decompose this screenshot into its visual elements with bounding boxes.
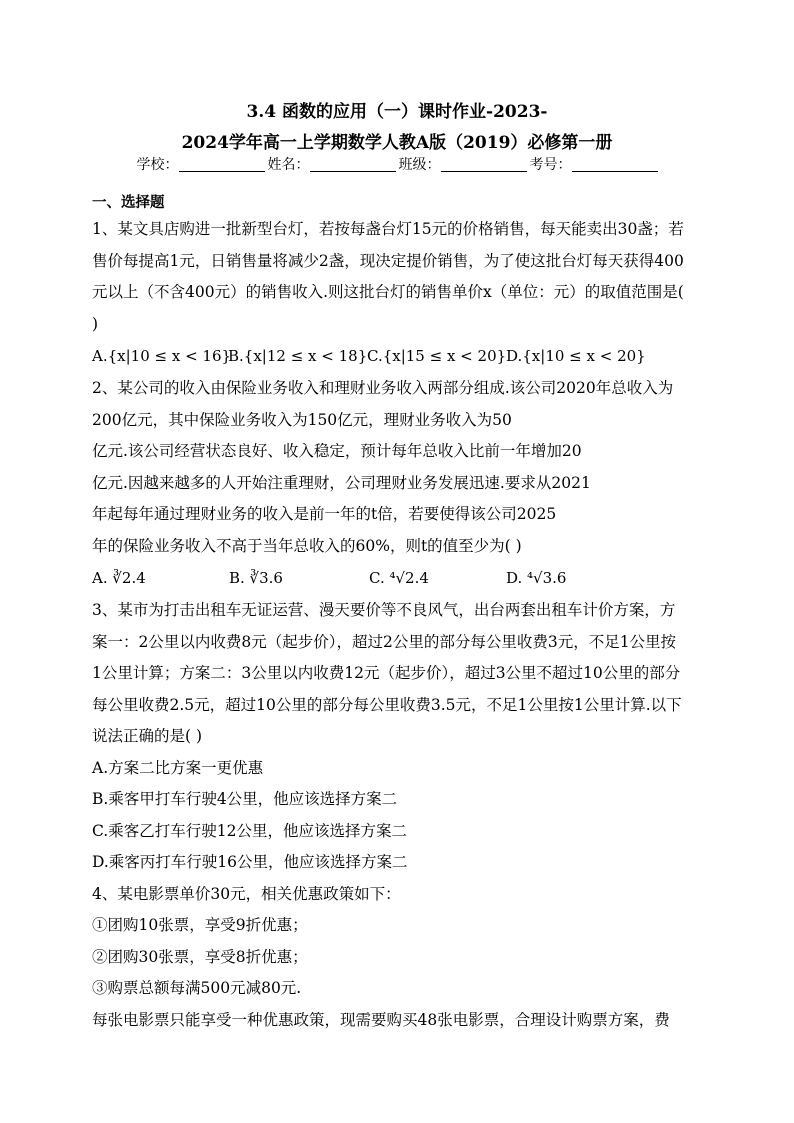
exam-no-label: 考号： — [529, 157, 572, 173]
class-blank[interactable] — [441, 155, 527, 172]
q4-line: 每张电影票只能享受一种优惠政策，现需要购买48张电影票，合理设计购票方案，费 — [92, 1010, 670, 1029]
q1-line: ) — [92, 314, 99, 333]
question-4 — [92, 879, 702, 1037]
q3-option-a[interactable]: A.方案二比方案一更优惠 — [92, 758, 264, 777]
class-label: 班级： — [398, 157, 441, 173]
q3-line: 说法正确的是( ) — [92, 727, 203, 745]
q1-line: 元以上（不含400元）的销售收入.则这批台灯的销售单价x（单位：元）的取值范围是( — [92, 283, 684, 301]
q2-line: 年的保险业务收入不高于当年总收入的60%，则t的值至少为( ) — [92, 536, 522, 555]
q1-options — [92, 340, 702, 373]
question-2 — [92, 373, 702, 595]
q2-line: 亿元.该公司经营状态良好、收入稳定，预计每年总收入比前一年增加20 — [92, 442, 582, 460]
q1-option-d[interactable]: D.{x|10 ≤ x < 20} — [506, 347, 646, 365]
section-title: 一、选择题 — [92, 194, 165, 211]
exam-no-blank[interactable] — [572, 155, 658, 172]
q4-line: 4、某电影票单价30元，相关优惠政策如下： — [92, 884, 401, 903]
q3-option-b[interactable]: B.乘客甲打车行驶4公里，他应该选择方案二 — [92, 790, 398, 808]
school-label: 学校： — [136, 157, 179, 173]
school-blank[interactable] — [179, 155, 265, 172]
title-line-2: 2024学年高一上学期数学人教A版（2019）必修第一册 — [181, 133, 613, 153]
q2-line: 亿元.因越来越多的人开始注重理财，公司理财业务发展迅速.要求从2021 — [92, 473, 591, 492]
q3-line: 每公里收费2.5元，超过10公里的部分每公里收费3.5元，不足1公里按1公里计算.以下 — [92, 695, 682, 714]
q4-line: ③购票总额每满500元减80元. — [92, 979, 302, 997]
q1-option-b[interactable]: B.{x|12 ≤ x < 18} — [228, 347, 368, 365]
q1-line: 售价每提高1元，日销售量将减少2盏，现决定提价销售，为了使这批台灯每天获得400 — [92, 251, 684, 270]
q3-line: 3、某市为打击出租车无证运营、漫天要价等不良风气，出台两套出租车计价方案，方 — [92, 601, 676, 619]
name-label: 姓名： — [267, 157, 310, 173]
q3-line: 1公里计算；方案二：3公里以内收费12元（起步价），超过3公里不超过10公里的部分 — [92, 664, 681, 682]
q2-option-a[interactable]: A. ∛2.4 — [92, 569, 146, 587]
q2-option-d[interactable]: D. ⁴√3.6 — [506, 569, 567, 587]
q3-option-c[interactable]: C.乘客乙打车行驶12公里，他应该选择方案二 — [92, 821, 407, 840]
q1-option-a[interactable]: A.{x|10 ≤ x < 16} — [92, 347, 232, 365]
q2-option-b[interactable]: B. ∛3.6 — [229, 569, 283, 587]
question-3 — [92, 595, 702, 879]
q2-options — [92, 562, 702, 595]
q2-line: 200亿元，其中保险业务收入为150亿元，理财业务收入为50 — [92, 410, 512, 429]
q2-line: 年起每年通过理财业务的收入是前一年的t倍，若要使得该公司2025 — [92, 505, 557, 523]
document-title — [92, 97, 702, 159]
q2-line: 2、某公司的收入由保险业务收入和理财业务收入两部分组成.该公司2020年总收入为 — [92, 379, 674, 397]
question-1 — [92, 214, 702, 373]
q2-option-c[interactable]: C. ⁴√2.4 — [369, 569, 429, 587]
student-info-line — [92, 154, 702, 176]
title-line-1: 3.4 函数的应用（一）课时作业-2023- — [246, 102, 548, 122]
name-blank[interactable] — [310, 155, 396, 172]
q1-line: 1、某文具店购进一批新型台灯，若按每盏台灯15元的价格销售，每天能卖出30盏；若 — [92, 220, 684, 238]
q3-option-d[interactable]: D.乘客丙打车行驶16公里，他应该选择方案二 — [92, 853, 408, 871]
q3-line: 案一：2公里以内收费8元（起步价），超过2公里的部分每公里收费3元，不足1公里按 — [92, 632, 677, 651]
q4-line: ②团购30张票，享受8折优惠； — [92, 947, 308, 966]
q1-option-c[interactable]: C.{x|15 ≤ x < 20} — [367, 347, 507, 365]
q4-line: ①团购10张票，享受9折优惠； — [92, 916, 308, 934]
